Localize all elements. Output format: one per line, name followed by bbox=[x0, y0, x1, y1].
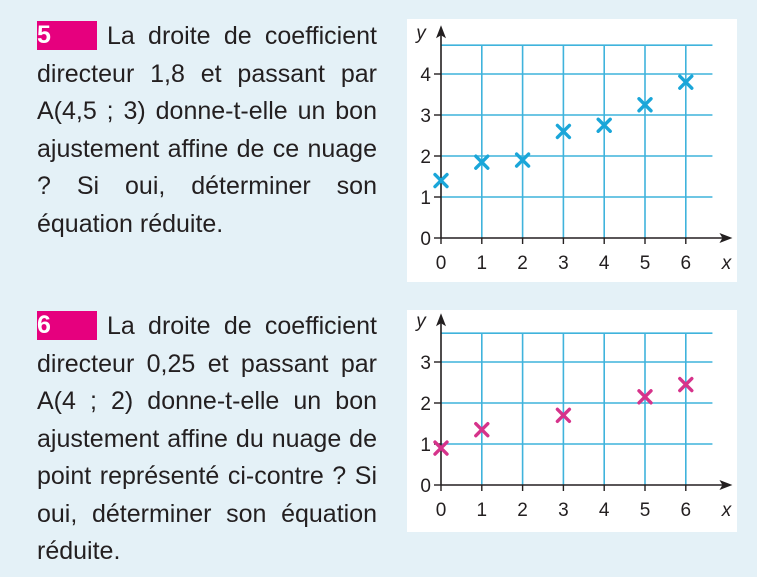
x-tick-label: 6 bbox=[680, 253, 692, 274]
x-tick-label: 2 bbox=[517, 500, 528, 521]
x-axis-label: x bbox=[721, 253, 732, 274]
x-tick-label: 4 bbox=[598, 253, 610, 274]
x-tick-label: 0 bbox=[435, 253, 447, 274]
x-tick-label: 3 bbox=[558, 253, 569, 274]
exercise-text: La droite de coefficient directeur 0,25 et passant par A(4 ; 2) donne-t-elle un bon ajustement affine du nuage de point représenté ci-contre ? Si oui, déterminer son équation réduite. bbox=[37, 312, 377, 565]
y-tick-label: 4 bbox=[420, 65, 431, 86]
x-tick-label: 5 bbox=[639, 500, 651, 521]
x-tick-label: 2 bbox=[517, 253, 528, 274]
x-tick-label: 4 bbox=[598, 500, 610, 521]
exercise-5-statement bbox=[37, 18, 377, 243]
y-tick-label: 0 bbox=[420, 229, 431, 250]
y-tick-label: 2 bbox=[420, 394, 431, 415]
x-tick-label: 1 bbox=[476, 500, 488, 521]
y-tick-label: 1 bbox=[420, 435, 431, 456]
scatter-plot-6 bbox=[407, 310, 737, 532]
y-axis-label: y bbox=[416, 23, 426, 45]
chart-exercise-6 bbox=[407, 310, 737, 532]
y-tick-label: 3 bbox=[420, 106, 431, 127]
x-tick-label: 0 bbox=[435, 500, 447, 521]
chart-exercise-5 bbox=[407, 19, 737, 282]
exercise-number-badge: 6 bbox=[37, 311, 97, 340]
y-tick-label: 2 bbox=[420, 147, 431, 168]
x-tick-label: 3 bbox=[558, 500, 569, 521]
x-axis-label: x bbox=[721, 500, 732, 521]
exercise-number-badge: 5 bbox=[37, 21, 97, 50]
x-tick-label: 5 bbox=[639, 253, 651, 274]
scatter-plot-5 bbox=[407, 19, 737, 282]
x-tick-label: 6 bbox=[680, 500, 692, 521]
y-axis-label: y bbox=[416, 311, 426, 333]
exercise-text: La droite de coefficient directeur 1,8 et passant par A(4,5 ; 3) donne-t-elle un bon ajustement affine de ce nuage ? Si oui, déterminer son équation réduite. bbox=[37, 22, 377, 238]
y-tick-label: 0 bbox=[420, 476, 431, 497]
exercise-6-statement bbox=[37, 308, 377, 571]
y-tick-label: 1 bbox=[420, 188, 431, 209]
y-tick-label: 3 bbox=[420, 353, 431, 374]
x-tick-label: 1 bbox=[476, 253, 488, 274]
